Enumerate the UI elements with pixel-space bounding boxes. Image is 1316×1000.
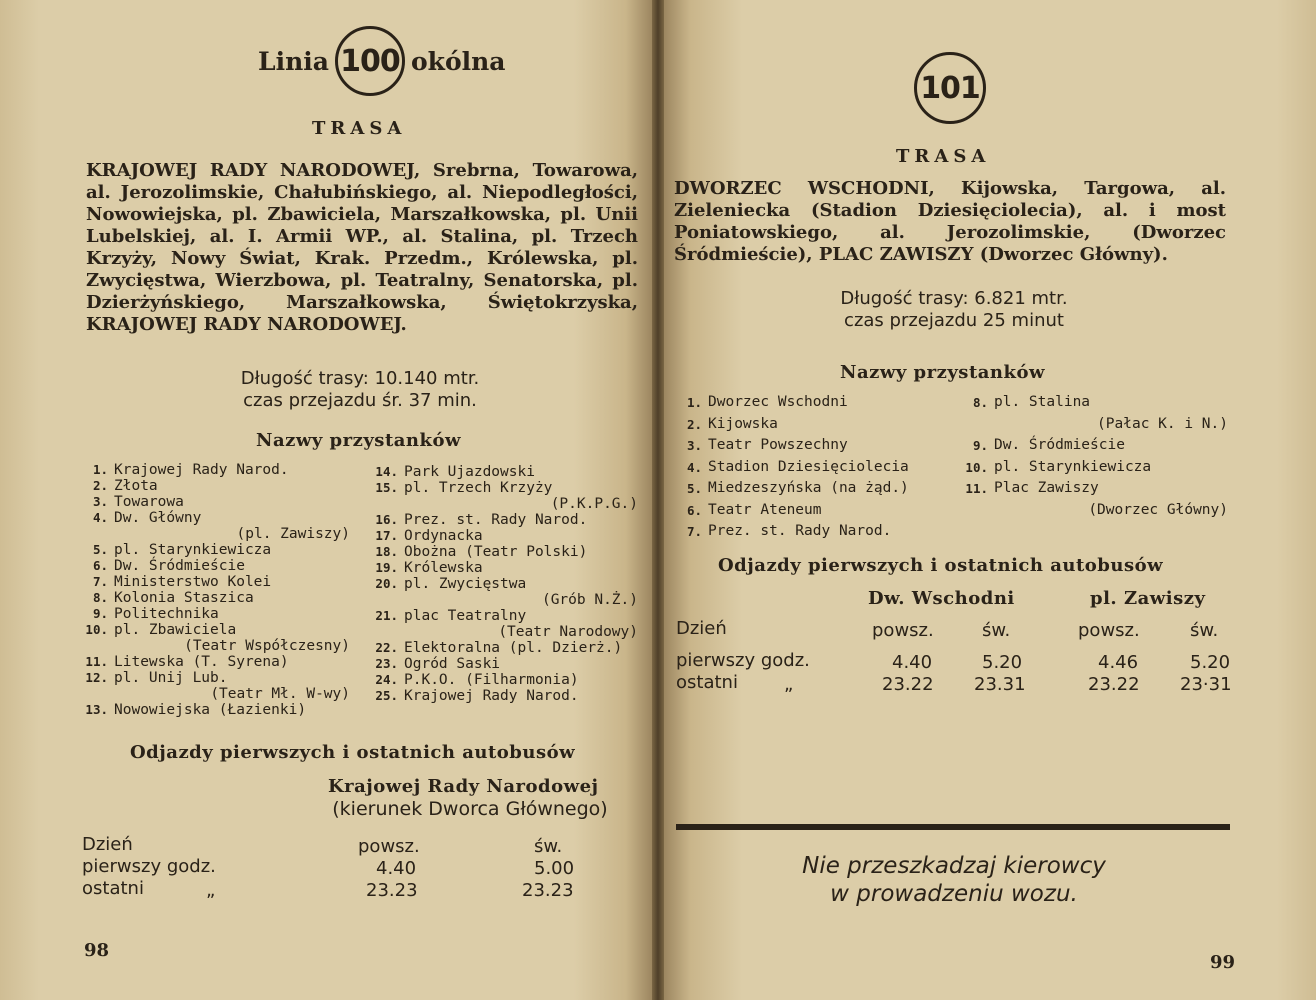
stop-number: 12. [85, 670, 108, 685]
row-last-b-holiday: 23·31 [1180, 674, 1232, 695]
terminal-direction: (kierunek Dworca Głównego) [332, 798, 608, 820]
stop-item [372, 528, 638, 544]
row-last-ditto: „ [206, 880, 216, 901]
stop-number: 2. [686, 416, 702, 432]
stop-item [962, 478, 1228, 500]
slogan-line2: w prowadzeniu wozu. [830, 881, 1078, 907]
stop-name: Plac Zawiszy [994, 480, 1099, 496]
stop-item [676, 457, 946, 479]
col-holiday-header: św. [534, 836, 563, 857]
col-b-weekday-header: powsz. [1078, 620, 1140, 641]
stop-number: 23. [375, 656, 398, 671]
stop-number: 18. [375, 544, 398, 559]
route-heading: TRASA [312, 118, 407, 139]
stop-number: 2. [92, 478, 108, 493]
stop-note: (Teatr Narodowy) [498, 624, 638, 640]
stop-number: 1. [92, 462, 108, 477]
row-first-b-weekday: 4.46 [1098, 652, 1139, 673]
stop-name: Obożna (Teatr Polski) [404, 544, 588, 560]
stop-name: pl. Unij Lub. [114, 670, 228, 686]
left-page [0, 0, 652, 1000]
stop-item [82, 478, 350, 494]
row-last-holiday: 23.23 [522, 880, 574, 901]
stop-item [82, 670, 350, 686]
route-text-101: DWORZEC WSCHODNI, Kijowska, Targowa, al. Zieleniecka (Stadion Dziesięciolecia), al. i most Poniatowskiego, al. Jerozolimskie, (Dworzec Śródmieście), PLAC ZAWISZY (Dworzec Główny). [674, 178, 1226, 265]
row-first-a-weekday: 4.40 [892, 652, 933, 673]
line-suffix: okólna [410, 46, 506, 76]
length-line: Długość trasy: 10.140 mtr. [240, 368, 480, 389]
stop-note: (pl. Zawiszy) [236, 526, 350, 542]
time-line-101: czas przejazdu 25 minut [844, 310, 1064, 331]
departures-table [82, 834, 642, 904]
stop-note: (Pałac K. i N.) [1097, 415, 1228, 432]
departures-table-101 [676, 618, 1232, 698]
stops-list-col2 [372, 464, 638, 704]
row-first-label: pierwszy godz. [82, 856, 216, 877]
stop-item [82, 494, 350, 510]
stop-note: (Dworzec Główny) [1088, 501, 1228, 518]
col-day-header: Dzień [82, 834, 133, 855]
stop-name: Prez. st. Rady Narod. [708, 523, 892, 539]
stop-name: Krajowej Rady Narod. [114, 462, 289, 478]
row-last-label-101: ostatni [676, 672, 738, 693]
stop-item [372, 688, 638, 704]
stop-item [676, 500, 946, 522]
stop-item [82, 542, 350, 558]
stop-name: Politechnika [114, 606, 219, 622]
stop-name: pl. Zbawiciela [114, 622, 237, 638]
length-line-101: Długość trasy: 6.821 mtr. [840, 288, 1068, 309]
stop-name: Stadion Dziesięciolecia [708, 458, 909, 475]
stop-item [82, 462, 350, 478]
stop-name: Miedzeszyńska (na żąd.) [708, 480, 909, 496]
stop-item [676, 521, 946, 543]
stop-name: P.K.O. (Filharmonia) [404, 672, 579, 688]
stop-note: (Teatr Mł. W-wy) [210, 686, 350, 702]
row-first-label-101: pierwszy godz. [676, 650, 810, 671]
stop-item [676, 435, 946, 457]
stops-list-101-col2 [962, 392, 1228, 521]
stop-item [82, 574, 350, 590]
route-text: KRAJOWEJ RADY NARODOWEJ, Srebrna, Towarowa, al. Jerozolimskie, Chałubińskiego, al. Niepodległości, Nowowiejska, pl. Zbawiciela, Marszałkowska, pl. Unii Lubelskiej, al. I. Armii WP., al. Stalina, pl. Trzech Krzyży, Nowy Świat, Krak. Przedm., Królewska, pl. Zwycięstwa, Wierzbowa, pl. Teatralny, Senatorska, pl. Dzierżyńskiego, Marszałkowska, Świętokrzyska, KRAJOWEJ RADY NARODOWEJ. [86, 160, 638, 335]
page-number-98: 98 [84, 940, 110, 961]
book-gutter [652, 0, 664, 1000]
stops-heading: Nazwy przystanków [256, 430, 461, 451]
stop-number: 9. [972, 438, 988, 453]
stop-item [82, 606, 350, 622]
stop-number: 14. [375, 464, 398, 479]
col-a-weekday-header: powsz. [872, 620, 934, 641]
stop-note: (Grób N.Ż.) [541, 592, 638, 608]
stop-number: 11. [965, 481, 988, 496]
stop-item [676, 392, 946, 414]
col-a-holiday-header: św. [982, 620, 1011, 641]
stop-number: 3. [686, 438, 702, 453]
stop-number: 25. [375, 688, 398, 703]
stop-item [676, 414, 946, 436]
row-first-holiday: 5.00 [534, 858, 575, 879]
stop-number: 6. [92, 558, 108, 573]
stop-name: Złota [114, 478, 158, 494]
stop-name: Dworzec Wschodni [708, 394, 848, 410]
row-last-weekday: 23.23 [366, 880, 418, 901]
stop-item [962, 392, 1228, 414]
stop-name: Elektoralna (pl. Dzierż.) [404, 640, 623, 656]
col-weekday-header: powsz. [358, 836, 420, 857]
stop-name: Litewska (T. Syrena) [114, 654, 289, 670]
stop-item [676, 478, 946, 500]
stop-item [82, 590, 350, 606]
line-101-badge: 101 [914, 52, 986, 124]
stops-list-101-col1 [676, 392, 946, 543]
line-prefix: Linia [258, 46, 329, 76]
stop-name: Prez. st. Rady Narod. [404, 512, 588, 528]
stop-item [372, 672, 638, 688]
line-number-badge: 100 [335, 26, 405, 96]
stop-name: Dw. Śródmieście [994, 437, 1125, 453]
stop-name: Towarowa [114, 494, 184, 510]
stop-number: 5. [686, 481, 702, 496]
stop-number: 5. [92, 542, 108, 557]
stops-heading-101: Nazwy przystanków [840, 362, 1045, 383]
stop-name: pl. Zwycięstwa [404, 576, 527, 592]
slogan [724, 852, 1184, 908]
stop-number: 4. [686, 459, 702, 475]
stop-name: Kolonia Staszica [114, 590, 254, 606]
route-heading-101: TRASA [896, 146, 991, 167]
stop-number: 3. [92, 494, 108, 509]
row-last-ditto-101: „ [784, 674, 794, 695]
stop-number: 10. [85, 622, 108, 637]
stop-name: Ordynacka [404, 528, 483, 544]
stop-number: 17. [375, 528, 398, 543]
stop-number: 13. [85, 702, 108, 717]
row-first-a-holiday: 5.20 [982, 652, 1023, 673]
stop-item [82, 510, 350, 526]
right-page [664, 0, 1316, 1000]
stop-number: 19. [375, 560, 398, 575]
row-last-a-holiday: 23.31 [974, 674, 1026, 695]
row-last-b-weekday: 23.22 [1088, 674, 1140, 695]
stop-number: 16. [375, 512, 398, 527]
time-line: czas przejazdu śr. 37 min. [243, 390, 477, 411]
stop-name: Krajowej Rady Narod. [404, 688, 579, 704]
departures-heading: Odjazdy pierwszych i ostatnich autobusów [130, 742, 576, 763]
stop-item [82, 654, 350, 670]
stop-item [82, 702, 350, 718]
stop-name: pl. Starynkiewicza [114, 542, 272, 558]
stop-number: 22. [375, 640, 398, 655]
page-number-99: 99 [1210, 952, 1236, 973]
col-day-header-101: Dzień [676, 618, 727, 639]
stop-item [372, 480, 638, 496]
terminal-b: pl. Zawiszy [1090, 588, 1206, 609]
row-last-label: ostatni [82, 878, 144, 899]
stop-name: Dw. Śródmieście [114, 558, 245, 574]
stop-name: Dw. Główny [114, 510, 202, 526]
stop-item [82, 558, 350, 574]
stop-number: 10. [965, 459, 988, 475]
stops-list-col1 [82, 462, 350, 718]
stop-name: Teatr Powszechny [708, 437, 848, 453]
row-first-b-holiday: 5.20 [1190, 652, 1231, 673]
stop-number: 1. [686, 395, 702, 410]
stop-number: 8. [972, 395, 988, 410]
stop-number: 7. [686, 524, 702, 539]
stop-item [372, 560, 638, 576]
stop-name: Park Ujazdowski [404, 464, 535, 480]
col-b-holiday-header: św. [1190, 620, 1219, 641]
slogan-line1: Nie przeszkadzaj kierowcy [802, 853, 1106, 879]
stop-name: plac Teatralny [404, 608, 527, 624]
stop-name: Nowowiejska (Łazienki) [114, 702, 307, 718]
stop-number: 8. [92, 590, 108, 605]
stop-name: Ogród Saski [404, 656, 501, 672]
stop-item [372, 576, 638, 592]
stop-number: 15. [375, 480, 398, 495]
stop-item [372, 656, 638, 672]
stop-name: Królewska [404, 560, 483, 576]
route-length [150, 368, 570, 412]
stop-name: pl. Stalina [994, 394, 1091, 410]
terminal-name: Krajowej Rady Narodowej [328, 776, 599, 797]
stop-number: 6. [686, 502, 702, 518]
stop-name: Teatr Ateneum [708, 501, 822, 518]
stop-item [372, 512, 638, 528]
stop-number: 20. [375, 576, 398, 591]
stop-number: 4. [92, 510, 108, 525]
stop-name: Ministerstwo Kolei [114, 574, 272, 590]
stop-item [82, 622, 350, 638]
stop-name: pl. Trzech Krzyży [404, 480, 553, 496]
stop-number: 21. [375, 608, 398, 623]
row-last-a-weekday: 23.22 [882, 674, 934, 695]
stop-number: 9. [92, 606, 108, 621]
stop-item [372, 464, 638, 480]
route-length-101 [754, 288, 1154, 332]
stop-number: 11. [85, 654, 108, 669]
stop-item [962, 457, 1228, 479]
stop-number: 7. [92, 574, 108, 589]
stop-item [962, 435, 1228, 457]
divider-rule [676, 824, 1230, 830]
line-100-header [258, 26, 506, 96]
stop-note: (P.K.P.G.) [550, 496, 638, 512]
stop-item [372, 544, 638, 560]
stop-name: Kijowska [708, 415, 778, 432]
row-first-weekday: 4.40 [376, 858, 417, 879]
stop-item [372, 640, 638, 656]
stop-item [372, 608, 638, 624]
stop-name: pl. Starynkiewicza [994, 458, 1152, 475]
stop-note: (Teatr Współczesny) [184, 638, 350, 654]
terminal-a: Dw. Wschodni [868, 588, 1015, 609]
stop-number: 24. [375, 672, 398, 687]
departures-heading-101: Odjazdy pierwszych i ostatnich autobusów [718, 555, 1164, 576]
